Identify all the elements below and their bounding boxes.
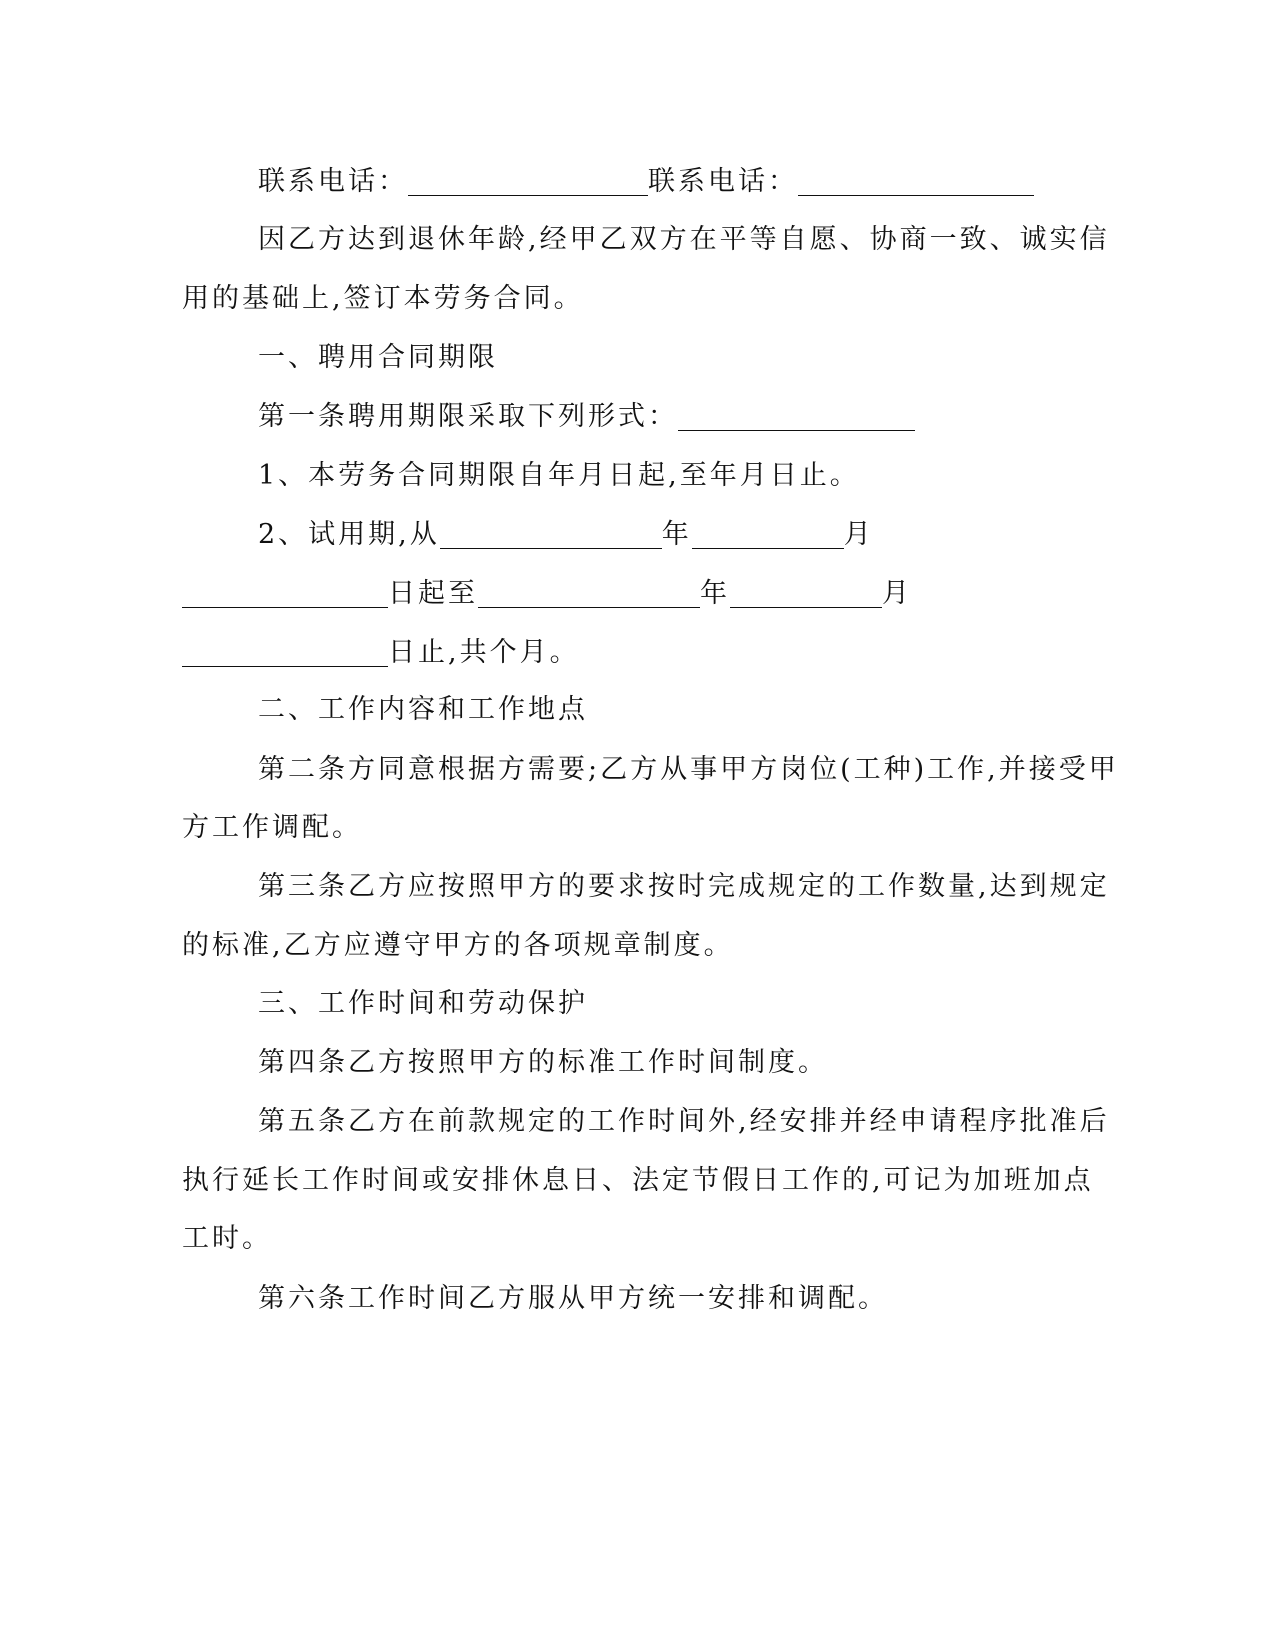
probation-line-2	[182, 574, 1062, 614]
section-heading: 二、工作内容和工作地点	[258, 694, 588, 725]
paragraph-line: 工时。	[182, 1223, 272, 1254]
paragraph-line: 第二条方同意根据方需要;乙方从事甲方岗位(工种)工作,并接受甲	[258, 754, 1119, 785]
paragraph-line: 第四条乙方按照甲方的标准工作时间制度。	[258, 1047, 828, 1078]
term-form-blank[interactable]	[678, 400, 915, 431]
probation-day-to-label: 日止,共个月。	[388, 637, 580, 668]
paragraph-line: 执行延长工作时间或安排休息日、法定节假日工作的,可记为加班加点	[182, 1165, 1094, 1196]
paragraph-line: 用的基础上,签订本劳务合同。	[182, 283, 584, 314]
paragraph-line: 的标准,乙方应遵守甲方的各项规章制度。	[182, 930, 734, 961]
term-form-label: 第一条聘用期限采取下列形式：	[258, 401, 678, 432]
probation-year-label: 年	[661, 519, 692, 550]
contact-blank-b[interactable]	[798, 165, 1034, 196]
contact-line	[182, 162, 1138, 202]
probation-year2-blank[interactable]	[478, 577, 700, 608]
probation-month2-label: 月	[882, 578, 912, 609]
term-form-line	[182, 397, 1138, 437]
probation-day-from-label: 日起至	[388, 578, 478, 609]
probation-line-3	[182, 633, 1062, 673]
probation-prefix: 2、试用期,从	[258, 519, 440, 550]
section-heading: 一、聘用合同期限	[258, 342, 498, 373]
probation-line-1	[182, 515, 1138, 555]
probation-day-blank[interactable]	[182, 577, 388, 608]
contact-label-a: 联系电话：	[258, 166, 408, 197]
probation-month-blank[interactable]	[692, 518, 844, 549]
paragraph-line: 第三条乙方应按照甲方的要求按时完成规定的工作数量,达到规定	[258, 871, 1110, 902]
probation-month2-blank[interactable]	[730, 577, 882, 608]
section-heading: 三、工作时间和劳动保护	[258, 988, 588, 1019]
paragraph-line: 方工作调配。	[182, 812, 362, 843]
paragraph-line: 第六条工作时间乙方服从甲方统一安排和调配。	[258, 1283, 888, 1314]
probation-year-blank[interactable]	[440, 518, 662, 549]
paragraph-line: 因乙方达到退休年龄,经甲乙双方在平等自愿、协商一致、诚实信	[258, 224, 1110, 255]
probation-month-label: 月	[843, 519, 874, 550]
contact-label-b: 联系电话：	[648, 166, 798, 197]
paragraph-line: 第五条乙方在前款规定的工作时间外,经安排并经申请程序批准后	[258, 1106, 1110, 1137]
probation-year2-label: 年	[700, 578, 730, 609]
paragraph-line: 1、本劳务合同期限自年月日起,至年月日止。	[258, 460, 860, 491]
probation-day2-blank[interactable]	[182, 636, 388, 667]
contact-blank-a[interactable]	[408, 165, 648, 196]
